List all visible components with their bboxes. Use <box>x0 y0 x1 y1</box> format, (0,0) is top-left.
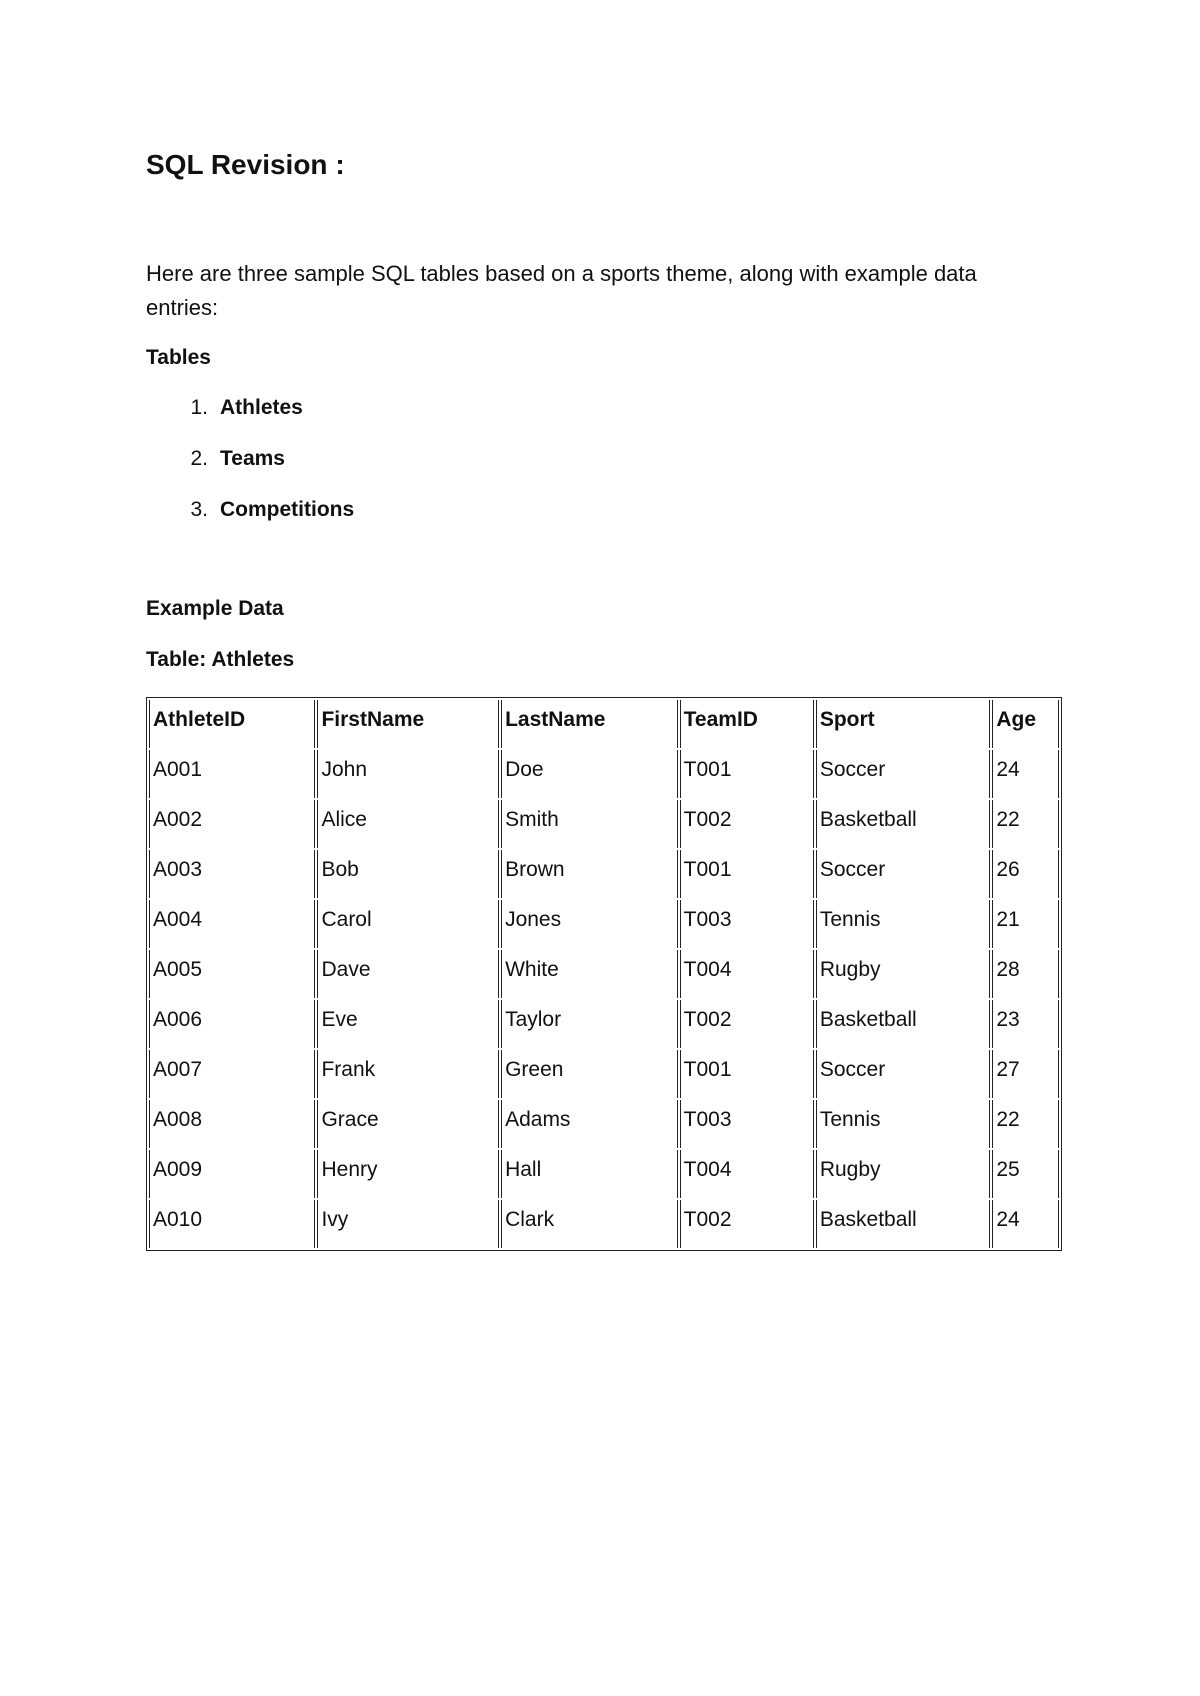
list-item <box>146 444 354 495</box>
table-cell: Frank <box>317 1050 499 1098</box>
table-cell: Bob <box>317 850 499 898</box>
table-cell: A002 <box>149 800 315 848</box>
table-cell: Rugby <box>816 950 991 998</box>
table-cell: Clark <box>501 1200 678 1248</box>
table-cell: Rugby <box>816 1150 991 1198</box>
table-row <box>149 1200 1059 1248</box>
list-item <box>146 393 354 444</box>
table-row <box>149 950 1059 998</box>
table-cell: T003 <box>680 1100 814 1148</box>
table-cell: Soccer <box>816 750 991 798</box>
list-item-number: 3. <box>190 498 208 521</box>
table-cell: T001 <box>680 1050 814 1098</box>
table-cell: A006 <box>149 1000 315 1048</box>
column-header-age: Age <box>992 700 1059 748</box>
table-row <box>149 900 1059 948</box>
list-item-name: Teams <box>220 447 285 470</box>
table-cell: Carol <box>317 900 499 948</box>
table-cell: T004 <box>680 1150 814 1198</box>
table-cell: 26 <box>992 850 1059 898</box>
table-cell: T001 <box>680 850 814 898</box>
table-cell: A009 <box>149 1150 315 1198</box>
table-cell: Alice <box>317 800 499 848</box>
table-cell: Ivy <box>317 1200 499 1248</box>
table-cell: Henry <box>317 1150 499 1198</box>
example-data-heading: Example Data <box>146 597 284 620</box>
column-header-sport: Sport <box>816 700 991 748</box>
column-header-teamid: TeamID <box>680 700 814 748</box>
table-cell: T004 <box>680 950 814 998</box>
table-cell: Green <box>501 1050 678 1098</box>
table-cell: Brown <box>501 850 678 898</box>
column-header-lastname: LastName <box>501 700 678 748</box>
table-cell: Adams <box>501 1100 678 1148</box>
table-cell: A005 <box>149 950 315 998</box>
table-row <box>149 1050 1059 1098</box>
table-cell: 25 <box>992 1150 1059 1198</box>
table-cell: Tennis <box>816 900 991 948</box>
table-cell: A008 <box>149 1100 315 1148</box>
table-cell: 21 <box>992 900 1059 948</box>
list-item-number: 2. <box>190 447 208 470</box>
table-cell: A007 <box>149 1050 315 1098</box>
table-cell: Soccer <box>816 1050 991 1098</box>
table-cell: A004 <box>149 900 315 948</box>
page-title: SQL Revision : <box>146 149 345 180</box>
table-cell: John <box>317 750 499 798</box>
table-row <box>149 1000 1059 1048</box>
table-cell: 28 <box>992 950 1059 998</box>
table-cell: T002 <box>680 1200 814 1248</box>
table-cell: 24 <box>992 1200 1059 1248</box>
table-cell: A003 <box>149 850 315 898</box>
table-cell: White <box>501 950 678 998</box>
table-cell: Dave <box>317 950 499 998</box>
column-header-athleteid: AthleteID <box>149 700 315 748</box>
table-cell: T002 <box>680 1000 814 1048</box>
table-cell: Basketball <box>816 1200 991 1248</box>
table-cell: Doe <box>501 750 678 798</box>
table-cell: Smith <box>501 800 678 848</box>
table-cell: T002 <box>680 800 814 848</box>
table-cell: Tennis <box>816 1100 991 1148</box>
table-cell: Jones <box>501 900 678 948</box>
table-cell: T001 <box>680 750 814 798</box>
table-cell: Soccer <box>816 850 991 898</box>
table-cell: T003 <box>680 900 814 948</box>
table-list <box>146 393 354 546</box>
athletes-table <box>146 697 1062 1251</box>
list-item-name: Competitions <box>220 498 355 521</box>
table-cell: 22 <box>992 1100 1059 1148</box>
list-item-name: Athletes <box>220 396 303 419</box>
list-item-number: 1. <box>190 396 208 419</box>
list-item <box>146 495 354 546</box>
tables-heading: Tables <box>146 346 211 369</box>
column-header-firstname: FirstName <box>317 700 499 748</box>
table-cell: Eve <box>317 1000 499 1048</box>
table-cell: 23 <box>992 1000 1059 1048</box>
table-cell: Basketball <box>816 800 991 848</box>
table-row <box>149 1150 1059 1198</box>
table-row <box>149 800 1059 848</box>
table-cell: A001 <box>149 750 315 798</box>
table-cell: 27 <box>992 1050 1059 1098</box>
athletes-table-heading: Table: Athletes <box>146 648 295 671</box>
table-row <box>149 850 1059 898</box>
table-row <box>149 1100 1059 1148</box>
table-cell: Taylor <box>501 1000 678 1048</box>
table-header-row <box>149 700 1059 748</box>
table-cell: Basketball <box>816 1000 991 1048</box>
table-cell: A010 <box>149 1200 315 1248</box>
table-cell: Grace <box>317 1100 499 1148</box>
table-cell: 24 <box>992 750 1059 798</box>
intro-paragraph: Here are three sample SQL tables based on a sports theme, along with example data entries: <box>146 261 977 320</box>
table-cell: 22 <box>992 800 1059 848</box>
table-cell: Hall <box>501 1150 678 1198</box>
table-row <box>149 750 1059 798</box>
athletes-table-body <box>149 750 1059 1248</box>
